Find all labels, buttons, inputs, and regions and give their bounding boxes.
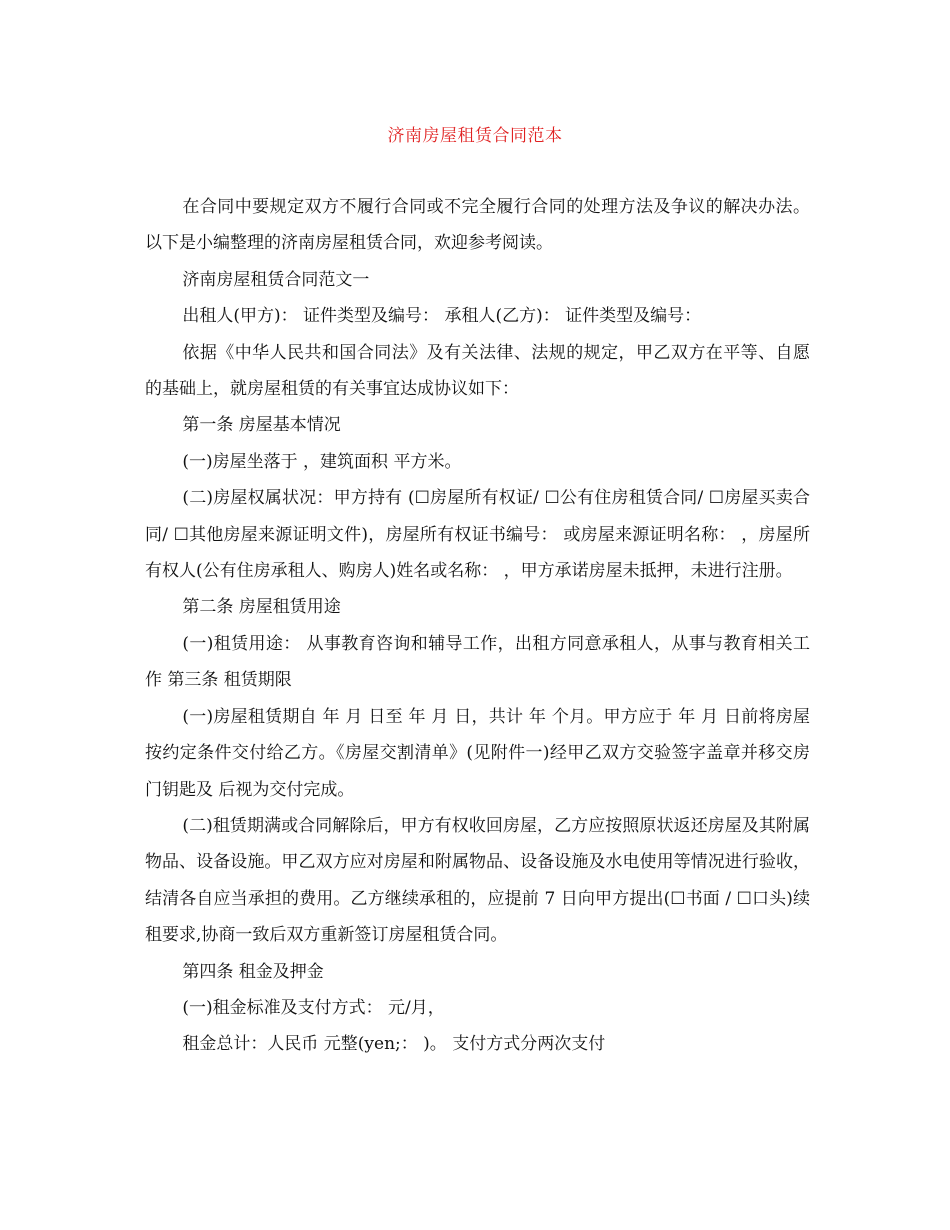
article-2-heading: 第二条 房屋租赁用途 <box>182 597 341 618</box>
article-3-clause-2: (二)租赁期满或合同解除后，甲方有权收回房屋，乙方应按照原状返还房屋及其附属物品、设备设施。甲乙双方应对房屋和附属物品、设备设施及水电使用等情况进行验收，结清各自应当承担的费用。乙方继续承租的，应提前 7 日向甲方提出(☐书面 / ☐口头)续租要求,协商一致后双方重新签订房屋租赁合同。 <box>145 815 810 946</box>
rent-total-line: 租金总计：人民币 元整(yen;： )。 支付方式分两次支付 <box>182 1034 606 1055</box>
article-1-heading: 第一条 房屋基本情况 <box>182 415 341 436</box>
article-2-clause-1: (一)租赁用途： 从事教育咨询和辅导工作，出租方同意承租人，从事与教育相关工作 第三条 租赁期限 <box>145 633 810 691</box>
intro-paragraph: 在合同中要规定双方不履行合同或不完全履行合同的处理方法及争议的解决办法。以下是小编整理的济南房屋租赁合同，欢迎参考阅读。 <box>145 197 810 254</box>
document-body <box>145 189 810 1063</box>
article-4-heading: 第四条 租金及押金 <box>182 961 324 982</box>
sample-heading: 济南房屋租赁合同范文一 <box>182 269 370 290</box>
article-3-clause-1: (一)房屋租赁期自 年 月 日至 年 月 日，共计 年 个月。甲方应于 年 月 日前将房屋按约定条件交付给乙方。《房屋交割清单》(见附件一)经甲乙双方交验签字盖章并移交房门钥匙及 后视为交付完成。 <box>145 706 810 800</box>
document-title: 济南房屋租赁合同范本 <box>387 126 563 146</box>
article-4-clause-1: (一)租金标准及支付方式： 元/月， <box>182 997 445 1018</box>
article-1-clause-2: (二)房屋权属状况：甲方持有 (☐房屋所有权证/ ☐公有住房租赁合同/ ☐房屋买卖合同/ ☐其他房屋来源证明文件)，房屋所有权证书编号： 或房屋来源证明名称： ，房屋所有权人(公有住房承租人、购房人)姓名或名称： ，甲方承诺房屋未抵押，未进行注册。 <box>145 488 810 582</box>
parties-line: 出租人(甲方)： 证件类型及编号： 承租人(乙方)： 证件类型及编号： <box>182 306 702 327</box>
article-1-clause-1: (一)房屋坐落于 ，建筑面积 平方米。 <box>182 451 462 472</box>
basis-paragraph: 依据《中华人民共和国合同法》及有关法律、法规的规定，甲乙双方在平等、自愿的基础上，就房屋租赁的有关事宜达成协议如下： <box>145 342 810 400</box>
